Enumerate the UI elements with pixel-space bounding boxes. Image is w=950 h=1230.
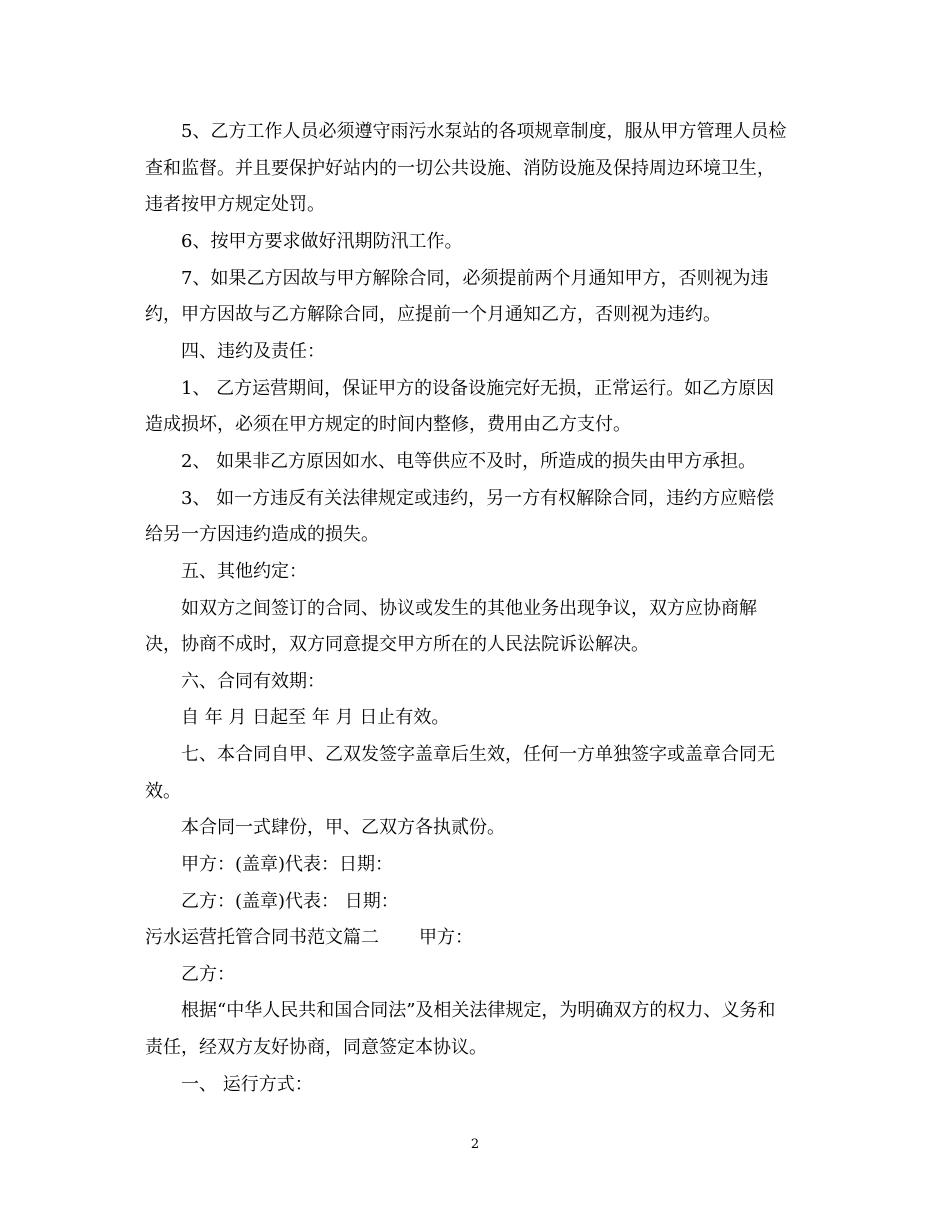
second-contract-title: 污水运营托管合同书范文篇二 [145,927,379,948]
party-b-label: 乙方： [181,964,235,985]
clause-7-line-2: 约，甲方因故与乙方解除合同，应提前一个月通知乙方，否则视为违约。 [145,304,721,325]
liability-3-line-1: 3、 如一方违反有关法律规定或违约，另一方有权解除合同，违约方应赔偿 [181,488,775,509]
section-heading-operation-mode: 一、 运行方式： [181,1074,313,1095]
page-number: 2 [470,1137,480,1152]
section-heading-5: 五、其他约定： [181,561,307,582]
party-b-signature-line: 乙方：(盖章)代表： 日期： [181,891,399,912]
party-a-signature-line: 甲方：(盖章)代表：日期： [181,854,394,875]
clause-7-line-1: 7、如果乙方因故与甲方解除合同，必须提前两个月通知甲方，否则视为违 [181,268,769,289]
second-contract-header-line [0,926,950,950]
copies-statement: 本合同一式肆份，甲、乙双方各执贰份。 [181,817,505,838]
clause-5-line-2: 查和监督。并且要保护好站内的一切公共设施、消防设施及保持周边环境卫生， [145,158,775,179]
validity-period: 自 年 月 日起至 年 月 日止有效。 [181,707,450,728]
clause-6: 6、按甲方要求做好汛期防汛工作。 [181,231,463,252]
preamble-line-2: 责任，经双方友好协商，同意签定本协议。 [145,1037,487,1058]
clause-seven-line-1: 七、本合同自甲、乙双发签字盖章后生效，任何一方单独签字或盖章合同无 [181,744,775,765]
clause-seven-line-2: 效。 [145,781,181,802]
preamble-line-1: 根据“中华人民共和国合同法”及相关法律规定，为明确双方的权力、义务和 [181,1000,776,1021]
liability-1-line-2: 造成损坏，必须在甲方规定的时间内整修，费用由乙方支付。 [145,414,631,435]
party-a-label: 甲方： [419,927,473,948]
liability-1-line-1: 1、 乙方运营期间，保证甲方的设备设施完好无损，正常运行。如乙方原因 [181,378,775,399]
other-terms-line-1: 如双方之间签订的合同、协议或发生的其他业务出现争议，双方应协商解 [181,598,757,619]
section-heading-6: 六、合同有效期： [181,671,325,692]
liability-3-line-2: 给另一方因违约造成的损失。 [145,524,379,545]
section-heading-4: 四、违约及责任： [181,341,325,362]
clause-5-line-3: 违者按甲方规定处罚。 [145,194,325,215]
clause-5-line-1: 5、乙方工作人员必须遵守雨污水泵站的各项规章制度，服从甲方管理人员检 [181,121,787,142]
liability-2: 2、 如果非乙方原因如水、电等供应不及时，所造成的损失由甲方承担。 [181,451,757,472]
other-terms-line-2: 决，协商不成时，双方同意提交甲方所在的人民法院诉讼解决。 [145,634,649,655]
